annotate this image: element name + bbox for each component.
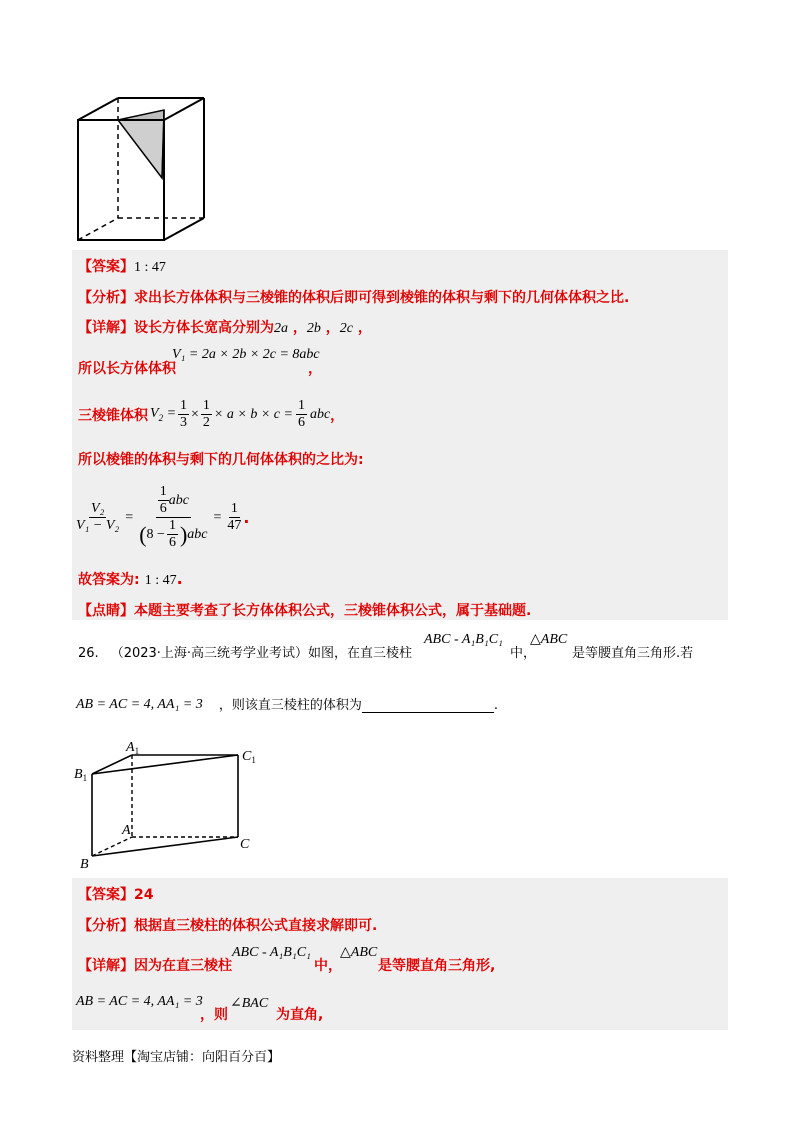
problem26-prism: ABC - A₁B₁C₁ <box>424 632 503 647</box>
solution1-comment: 【点睛】本题主要考查了长方体体积公式，三棱锥体积公式，属于基础题. <box>78 603 532 619</box>
answer-blank[interactable] <box>362 698 494 713</box>
pyramid-top-face <box>118 110 164 120</box>
problem26-triangle: △ABC <box>530 632 568 647</box>
solution1-answer: 【答案】1 : 47 <box>78 259 166 275</box>
footer-text: 资料整理【淘宝店铺：向阳百分百】 <box>72 1050 281 1065</box>
problem26-line2: AB = AC = 4, AA₁ = 3 ，则该直三棱柱的体积为 . <box>76 697 498 713</box>
pyramid-front-face <box>118 120 164 178</box>
label-A1: $A_1$ <box>126 740 140 756</box>
label-C1: $C_1$ <box>242 749 256 765</box>
solution1-v1-line: 所以长方体体积 <box>78 361 176 377</box>
solution2-given: AB = AC = 4, AA₁ = 3 <box>76 994 203 1009</box>
solution1-ratio-formula: $\frac{\text{V₂}}{\text{V₁ − V₂}}$ = $\frac{1}{6}$ abc ( 8 − $\frac{1}{6}$ ) abc = $\frac{1}{47}$ . <box>76 484 250 550</box>
label-C: C <box>240 837 250 852</box>
solution1-v2-line: 三棱锥体积 $V_2$ = $\frac{1}{3}$ × $\frac{1}{2}$ × a × b × c = $\frac{1}{6}$ abc ， <box>78 398 345 430</box>
solution2-answer: 【答案】24 <box>78 887 154 903</box>
label-B1: $B_1$ <box>74 767 88 783</box>
solution1-v1-formula: V₁ = 2a × 2b × 2c = 8abc <box>172 347 320 362</box>
label-A: A <box>122 823 131 838</box>
solution2-detail: 【详解】因为在直三棱柱 <box>78 958 232 974</box>
solution1-analysis: 【分析】求出长方体体积与三棱锥的体积后即可得到棱锥的体积与剩下的几何体体积之比. <box>78 290 630 306</box>
solution1-final: 故答案为: 1 : 47. <box>78 569 183 588</box>
solution2-analysis: 【分析】根据直三棱柱的体积公式直接求解即可. <box>78 918 378 934</box>
prism-figure <box>72 738 272 873</box>
cuboid-figure <box>70 92 210 247</box>
problem26-line1: 26. （2023·上海·高三统考学业考试）如图，在直三棱柱 <box>78 646 413 661</box>
solution1-detail: 【详解】设长方体长宽高分别为2a ，2b ，2c ， <box>78 320 372 336</box>
label-B: B <box>80 857 89 872</box>
solution1-ratio-intro: 所以棱锥的体积与剩下的几何体体积的之比为: <box>78 452 364 468</box>
